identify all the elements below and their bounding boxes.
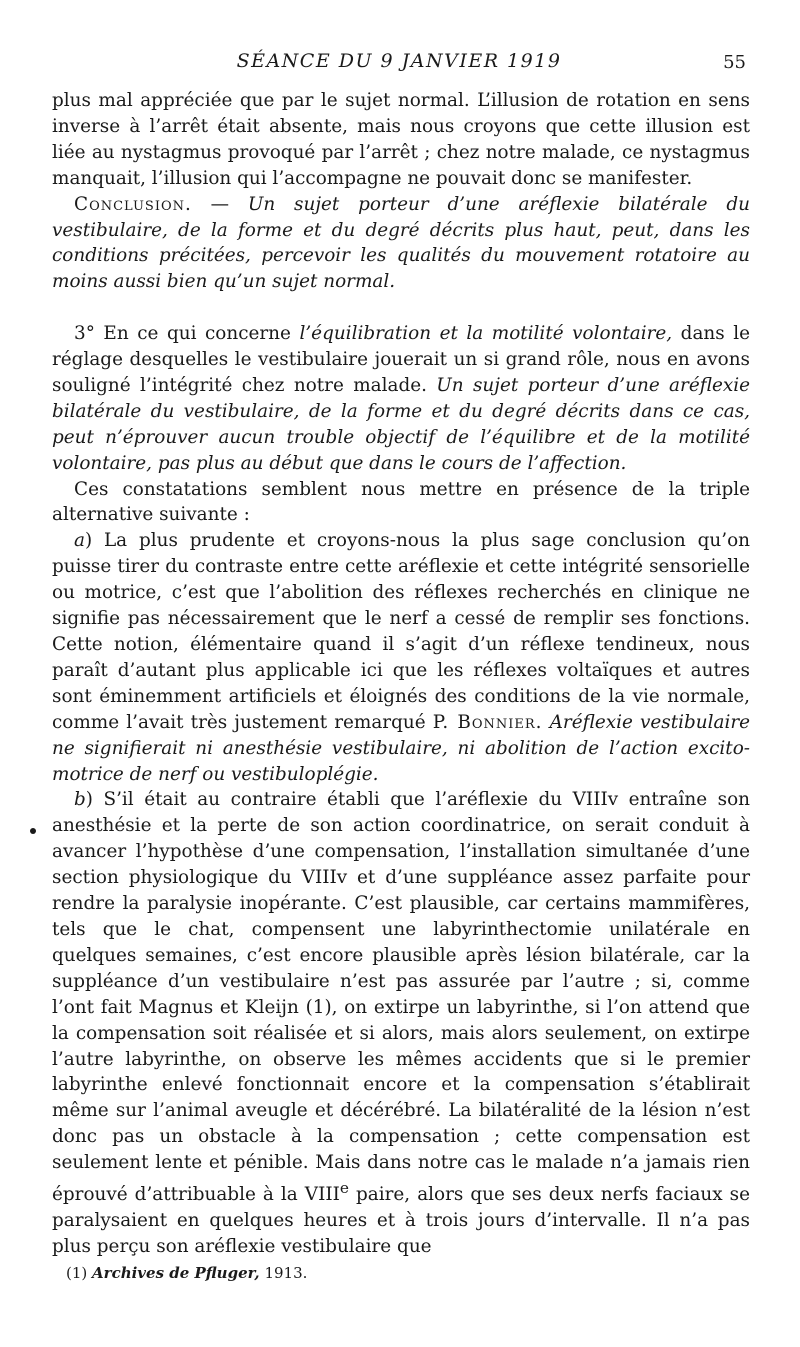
equilibration-topic: l’équilibration et la motilité volontaire, bbox=[299, 323, 673, 345]
paragraph-alternative: Ces constatations semblent nous mettre en présence de la triple alternative suivante : bbox=[52, 478, 750, 526]
page-number: 55 bbox=[723, 52, 746, 73]
paragraph-illusion: plus mal appréciée que par le sujet normal. L’illusion de rotation en sens inverse à l’arrêt était absente, mais nous croyons que cette illusion est liée au nystagmus provoqué par l’arrêt ; chez notre malade, ce nystagmus manquait, l’illusion qui l’accompagne ne pouvait donc se manifester. bbox=[52, 90, 750, 189]
body-text bbox=[52, 88, 750, 1260]
conclusion-label: Conclusion. bbox=[74, 193, 192, 215]
item-a-space bbox=[543, 712, 550, 733]
equilibration-body: dans le réglage desquelles le vestibulaire jouerait un si grand rôle, nous en avons souligné l’intégrité chez notre malade. bbox=[52, 323, 750, 396]
running-head: SÉANCE DU 9 JANVIER 1919 bbox=[236, 50, 562, 72]
paragraph-equilibration bbox=[52, 321, 750, 476]
item-b-label: b bbox=[74, 789, 86, 811]
item-b-text: ) S’il était au contraire établi que l’aréflexie du VIIIv entraîne son anesthésie et la perte de son action coordinatrice, on serait conduit à avancer l’hypothèse d’une compensation, l’installation simultanée d’une section physiologique du VIIIv et d’une suppléance assez parfaite pour rendre la paralysie inopérante. C’est plausible, car certains mammifères, tels que le chat, compensent une labyrinthectomie unilatérale en quelques semaines, c’est encore plausible après lésion bilatérale, car la suppléance d’un vestibulaire n’est pas assurée par l’autre ; si, comme l’ont fait Magnus et Kleijn (1), on extirpe un labyrinthe, si l’on attend que la compensation soit réalisée et si alors, mais alors seulement, on extirpe l’autre labyrinthe, on observe les mêmes accidents que si le premier labyrinthe enlevé fonctionnait encore et la compensation s’établirait même sur l’animal aveugle et décérébré. La bilatéralité de la lésion n’est donc pas un obstacle à la compensation ; cette compensation est seulement lente et pénible. Mais dans notre cas le malade n’a jamais rien éprouvé d’attribuable à la VIII bbox=[52, 789, 750, 1206]
footnote-source: Archives de Pfluger, bbox=[92, 1264, 260, 1282]
paragraph-conclusion bbox=[52, 192, 750, 296]
item-b-superscript: e bbox=[339, 1179, 349, 1198]
conclusion-text: Un sujet porteur d’une aréflexie bilatérale du vestibulaire, de la forme et du degré décrits plus haut, peut, dans les conditions précitées, percevoir les qualités du mouvement rotatoire au moins aussi bien qu’un sujet normal. bbox=[52, 193, 750, 293]
conclusion-dash: — bbox=[191, 193, 248, 215]
item-b-text-end: paire, alors que ses deux nerfs faciaux se paralysaient en quelques heures et à trois jours d’intervalle. Il n’a pas plus perçu son aréflexie vestibulaire que bbox=[52, 1184, 751, 1257]
item-a-italic: Aréflexie vestibulaire ne signifierait ni anesthésie vestibulaire, ni abolition de l’action excito-motrice de nerf ou vestibuloplégie. bbox=[52, 711, 750, 785]
paragraph-b bbox=[52, 787, 750, 1259]
item-a-text: ) La plus prudente et croyons-nous la plus sage conclusion qu’on puisse tirer du contraste entre cette aréflexie et cette intégrité sensorielle ou motrice, c’est que l’abolition des réflexes recherchés en clinique ne signifie pas nécessairement que le nerf a cessé de remplir ses fonctions. Cette notion, élémentaire quand il s’agit d’un réflexe tendineux, nous paraît d’autant plus applicable ici que les réflexes voltaïques et autres sont éminemment artificiels et éloignés des conditions de la vie normale, comme l’avait très justement remarqué bbox=[52, 530, 750, 733]
equilibration-conclusion: Un sujet porteur d’une aréflexie bilatérale du vestibulaire, de la forme et du degré décrits dans ce cas, peut n’éprouver aucun trouble objectif de l’équilibre et de la motilité volontaire, pas plus au début que dans le cours de l’affection. bbox=[52, 374, 750, 474]
item-a-label: a bbox=[74, 530, 85, 552]
page-header bbox=[52, 50, 746, 78]
paragraph-a bbox=[52, 528, 750, 787]
author-bonnier: P. Bonnier. bbox=[432, 711, 543, 733]
equilibration-intro: 3° En ce qui concerne bbox=[74, 323, 300, 345]
footnote bbox=[66, 1264, 307, 1282]
footnote-marker: (1) bbox=[66, 1264, 88, 1282]
footnote-year: 1913. bbox=[264, 1264, 308, 1282]
margin-dot bbox=[30, 828, 36, 834]
